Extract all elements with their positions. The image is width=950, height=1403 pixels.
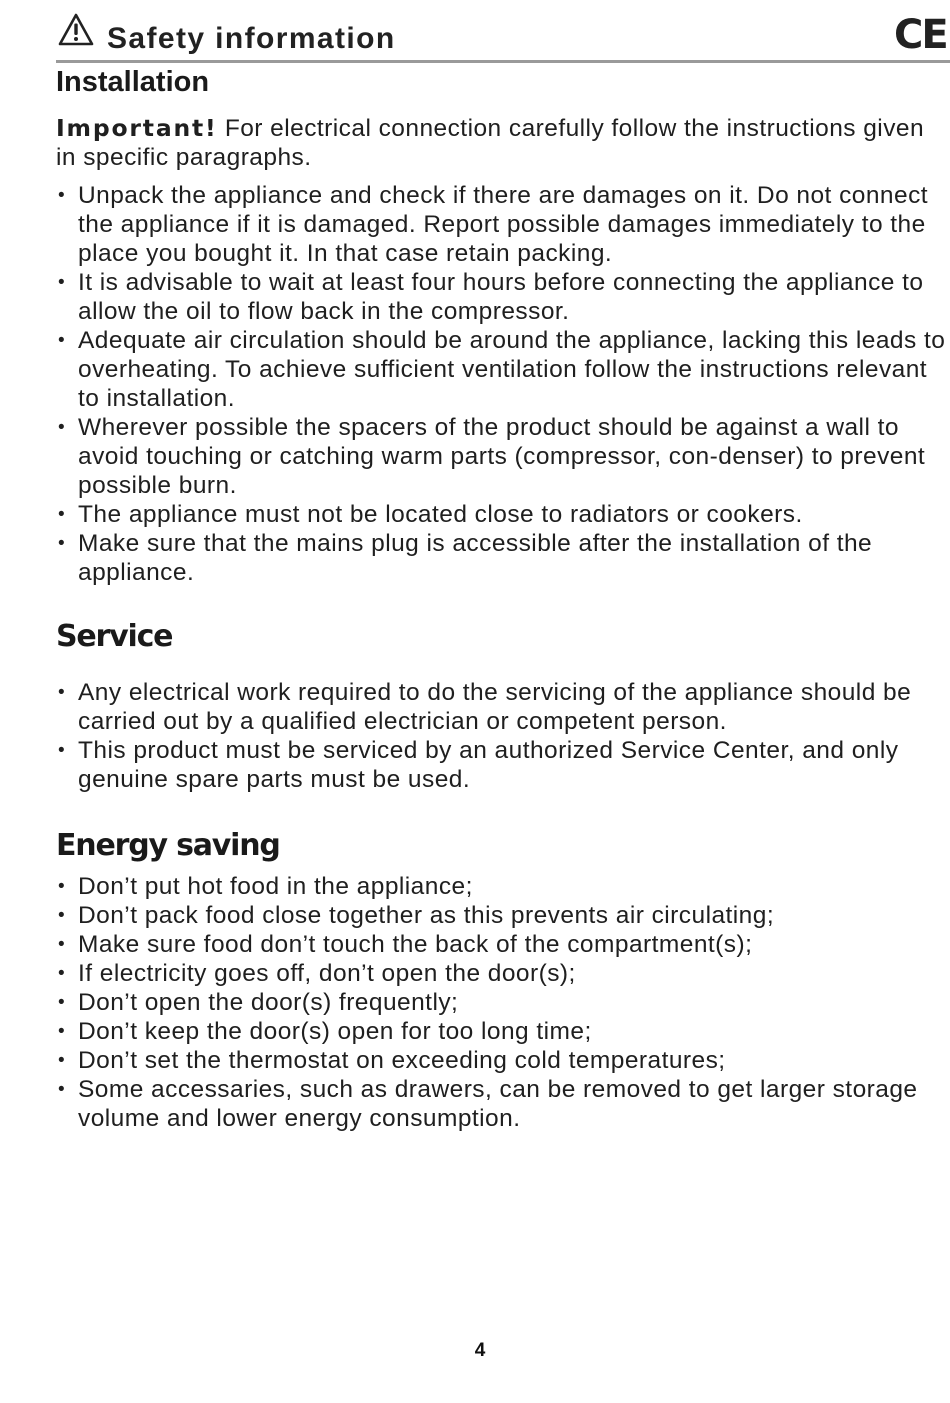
list-item <box>56 930 946 959</box>
list-item-text: Make sure food don’t touch the back of the compartment(s); <box>78 931 753 958</box>
list-item-text: Don’t keep the door(s) open for too long time; <box>78 1018 592 1045</box>
header-title: Safety information <box>107 22 396 55</box>
list-item <box>56 872 946 901</box>
list-item-text: The appliance must not be located close to radiators or cookers. <box>78 501 803 528</box>
bullet-dot: • <box>58 682 66 703</box>
installation-intro <box>56 114 946 172</box>
bullet-dot: • <box>58 533 66 554</box>
list-item <box>56 901 946 930</box>
list-item-text: Don’t put hot food in the appliance; <box>78 873 473 900</box>
list-item <box>56 500 946 529</box>
list-item <box>56 268 946 326</box>
list-item <box>56 413 946 500</box>
bullet-dot: • <box>58 417 66 438</box>
list-item <box>56 1046 946 1075</box>
list-item <box>56 1075 946 1133</box>
list-item-text: If electricity goes off, don’t open the door(s); <box>78 960 576 987</box>
list-item-text: Don’t pack food close together as this prevents air circulating; <box>78 902 775 929</box>
energy-saving-list <box>56 872 946 1133</box>
bullet-dot: • <box>58 963 66 984</box>
list-item-text: Don’t set the thermostat on exceeding cold temperatures; <box>78 1047 726 1074</box>
page-number: 4 <box>474 1340 486 1361</box>
ce-mark-logo: CE <box>894 12 947 58</box>
bullet-dot: • <box>58 330 66 351</box>
list-item-text: Adequate air circulation should be around the appliance, lacking this leads to overheating. To achieve sufficient ventilation follow the instructions relevant to installation. <box>78 327 946 412</box>
list-item <box>56 988 946 1017</box>
list-item-text: Unpack the appliance and check if there are damages on it. Do not connect the appliance if it is damaged. Report possible damages immediately to the place you bought it. In that case retain packing. <box>78 182 929 267</box>
list-item-text: Don’t open the door(s) frequently; <box>78 989 459 1016</box>
list-item <box>56 959 946 988</box>
service-list <box>56 678 946 794</box>
energy-saving-heading: Energy saving <box>56 828 280 863</box>
installation-list <box>56 181 946 587</box>
list-item <box>56 326 946 413</box>
header-divider <box>56 60 950 63</box>
warning-triangle-icon <box>58 12 94 48</box>
bullet-dot: • <box>58 1079 66 1100</box>
service-heading: Service <box>56 619 173 654</box>
bullet-dot: • <box>58 876 66 897</box>
bullet-dot: • <box>58 1050 66 1071</box>
bullet-dot: • <box>58 934 66 955</box>
list-item-text: Make sure that the mains plug is accessible after the installation of the appliance. <box>78 530 873 586</box>
list-item <box>56 736 946 794</box>
list-item-text: Any electrical work required to do the servicing of the appliance should be carried out by a qualified electrician or competent person. <box>78 679 912 735</box>
bullet-dot: • <box>58 740 66 761</box>
bullet-dot: • <box>58 905 66 926</box>
installation-heading: Installation <box>56 66 210 98</box>
important-label: Important! <box>56 114 218 142</box>
list-item-text: Wherever possible the spacers of the product should be against a wall to avoid touching or catching warm parts (compressor, con-denser) to prevent possible burn. <box>78 414 926 499</box>
bullet-dot: • <box>58 185 66 206</box>
list-item-text: It is advisable to wait at least four hours before connecting the appliance to allow the oil to flow back in the compressor. <box>78 269 924 325</box>
intro-text: For electrical connection carefully follow the instructions given in specific paragraphs. <box>56 115 925 171</box>
bullet-dot: • <box>58 504 66 525</box>
bullet-dot: • <box>58 272 66 293</box>
list-item-text: Some accessaries, such as drawers, can be removed to get larger storage volume and lower energy consumption. <box>78 1076 918 1132</box>
list-item <box>56 181 946 268</box>
list-item <box>56 529 946 587</box>
list-item <box>56 678 946 736</box>
page-header <box>56 8 950 64</box>
bullet-dot: • <box>58 1021 66 1042</box>
list-item-text: This product must be serviced by an authorized Service Center, and only genuine spare parts must be used. <box>78 737 899 793</box>
bullet-dot: • <box>58 992 66 1013</box>
list-item <box>56 1017 946 1046</box>
